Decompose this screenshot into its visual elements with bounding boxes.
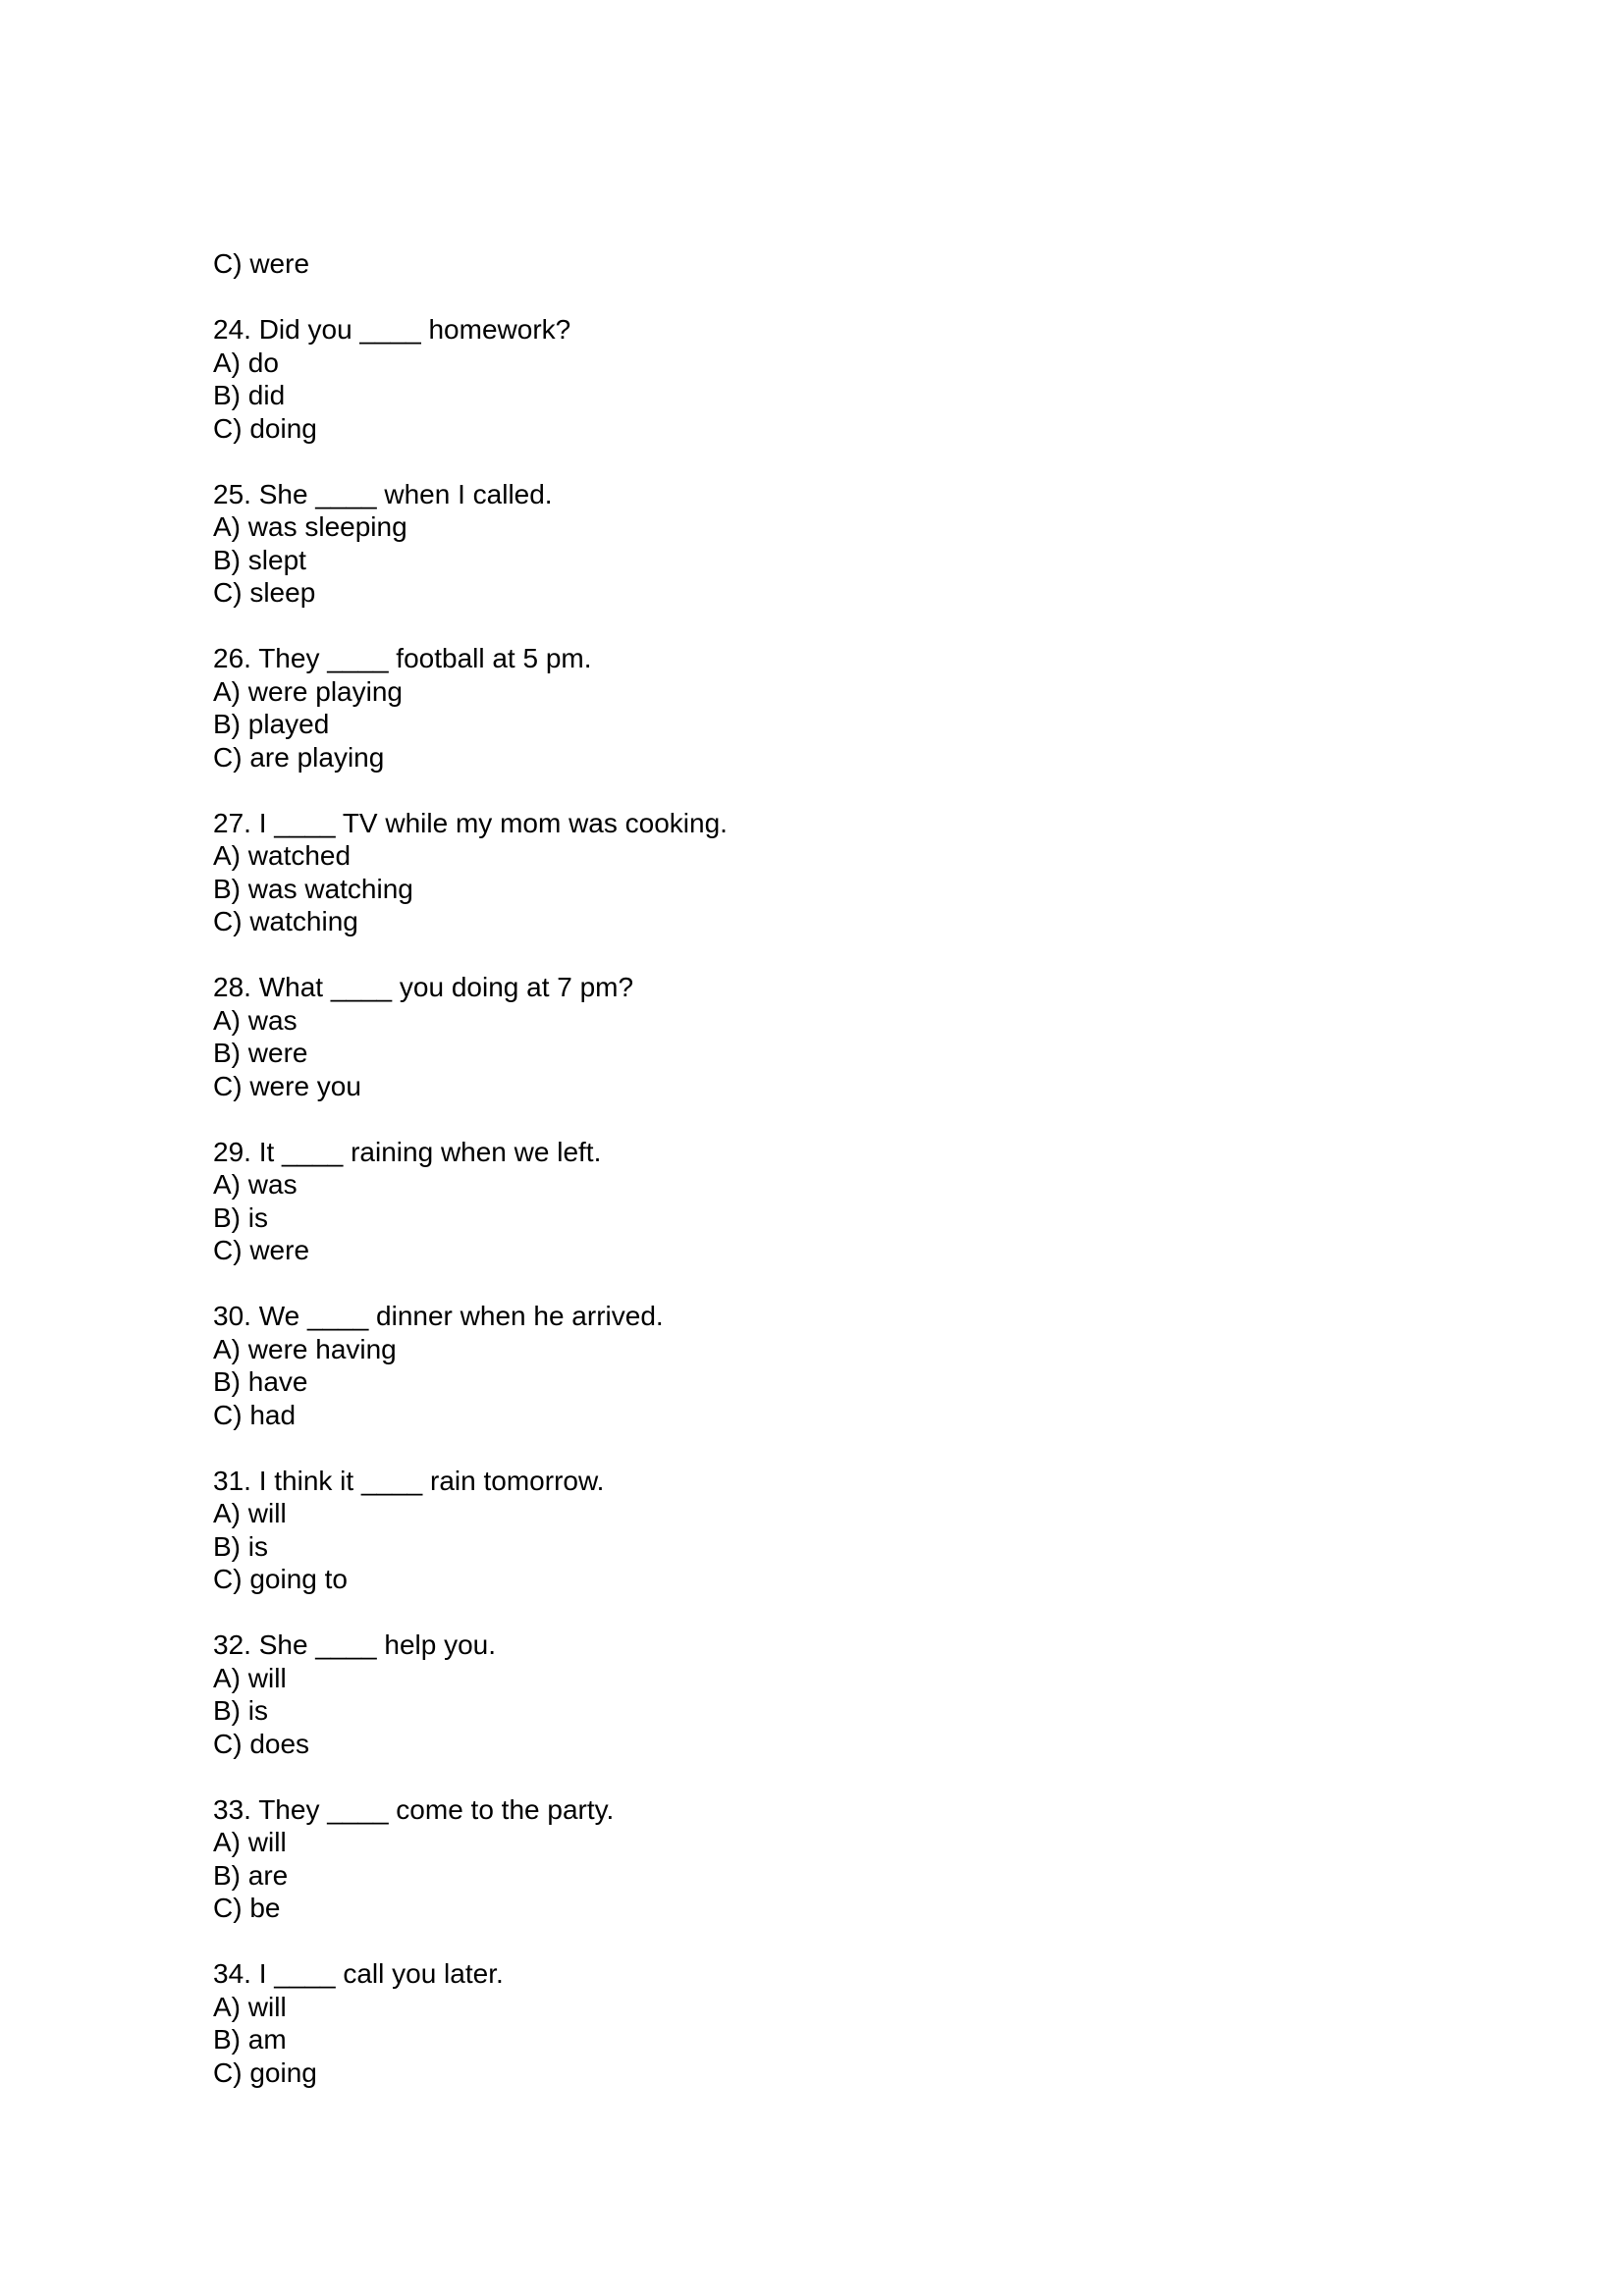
question-28 (213, 971, 1411, 1102)
answer-option-a: A) watched (213, 840, 352, 871)
question-prompt: 29. It ____ raining when we left. (213, 1136, 602, 1167)
question-27 (213, 807, 1411, 938)
question-prompt: 25. She ____ when I called. (213, 478, 553, 509)
answer-option-b: B) was watching (213, 873, 413, 904)
answer-option-c: C) does (213, 1728, 310, 1759)
answer-option-c: C) sleep (213, 577, 316, 608)
answer-option-c: C) going to (213, 1564, 348, 1594)
answer-option-c: C) were (213, 1235, 310, 1265)
answer-option-a: A) will (213, 1991, 287, 2022)
question-31 (213, 1465, 1411, 1596)
carryover-option: C) were (213, 248, 310, 279)
question-prompt: 34. I ____ call you later. (213, 1958, 504, 1989)
answer-option-b: B) is (213, 1530, 268, 1562)
answer-option-a: A) will (213, 1827, 287, 1857)
answer-option-c: C) were you (213, 1070, 361, 1101)
question-24 (213, 313, 1411, 445)
answer-option-b: B) did (213, 380, 286, 410)
answer-option-a: A) were having (213, 1333, 397, 1364)
question-prompt: 33. They ____ come to the party. (213, 1793, 615, 1825)
answer-option-a: A) was (213, 1169, 298, 1200)
question-prompt: 27. I ____ TV while my mom was cooking. (213, 807, 728, 838)
answer-option-a: A) was (213, 1004, 298, 1036)
answer-option-b: B) is (213, 1201, 268, 1233)
answer-option-b: B) are (213, 1859, 289, 1891)
question-30 (213, 1300, 1411, 1431)
question-prompt: 26. They ____ football at 5 pm. (213, 643, 592, 673)
question-prompt: 32. She ____ help you. (213, 1629, 497, 1660)
answer-option-b: B) have (213, 1366, 308, 1397)
question-prompt: 31. I think it ____ rain tomorrow. (213, 1465, 605, 1496)
answer-option-c: C) had (213, 1399, 297, 1430)
question-26 (213, 642, 1411, 774)
question-prompt: 30. We ____ dinner when he arrived. (213, 1301, 664, 1331)
answer-option-c: C) watching (213, 906, 358, 936)
answer-option-c: C) be (213, 1893, 281, 1923)
answer-option-b: B) played (213, 709, 330, 739)
answer-option-b: B) were (213, 1038, 308, 1068)
question-32 (213, 1629, 1411, 1760)
question-34 (213, 1957, 1411, 2089)
answer-option-b: B) am (213, 2024, 287, 2055)
question-29 (213, 1136, 1411, 1267)
answer-option-a: A) were playing (213, 675, 403, 707)
question-25 (213, 478, 1411, 610)
answer-option-b: B) is (213, 1695, 268, 1726)
answer-option-a: A) was sleeping (213, 511, 407, 542)
question-prompt: 28. What ____ you doing at 7 pm? (213, 972, 634, 1002)
answer-option-c: C) doing (213, 412, 317, 444)
answer-option-c: C) are playing (213, 741, 385, 773)
document-content (213, 247, 1411, 2089)
answer-option-a: A) will (213, 1498, 287, 1528)
answer-option-a: A) will (213, 1662, 287, 1693)
question-prompt: 24. Did you ____ homework? (213, 314, 571, 345)
answer-option-b: B) slept (213, 544, 306, 575)
answer-option-a: A) do (213, 347, 279, 378)
question-33 (213, 1793, 1411, 1925)
answer-option-c: C) going (213, 2056, 317, 2088)
